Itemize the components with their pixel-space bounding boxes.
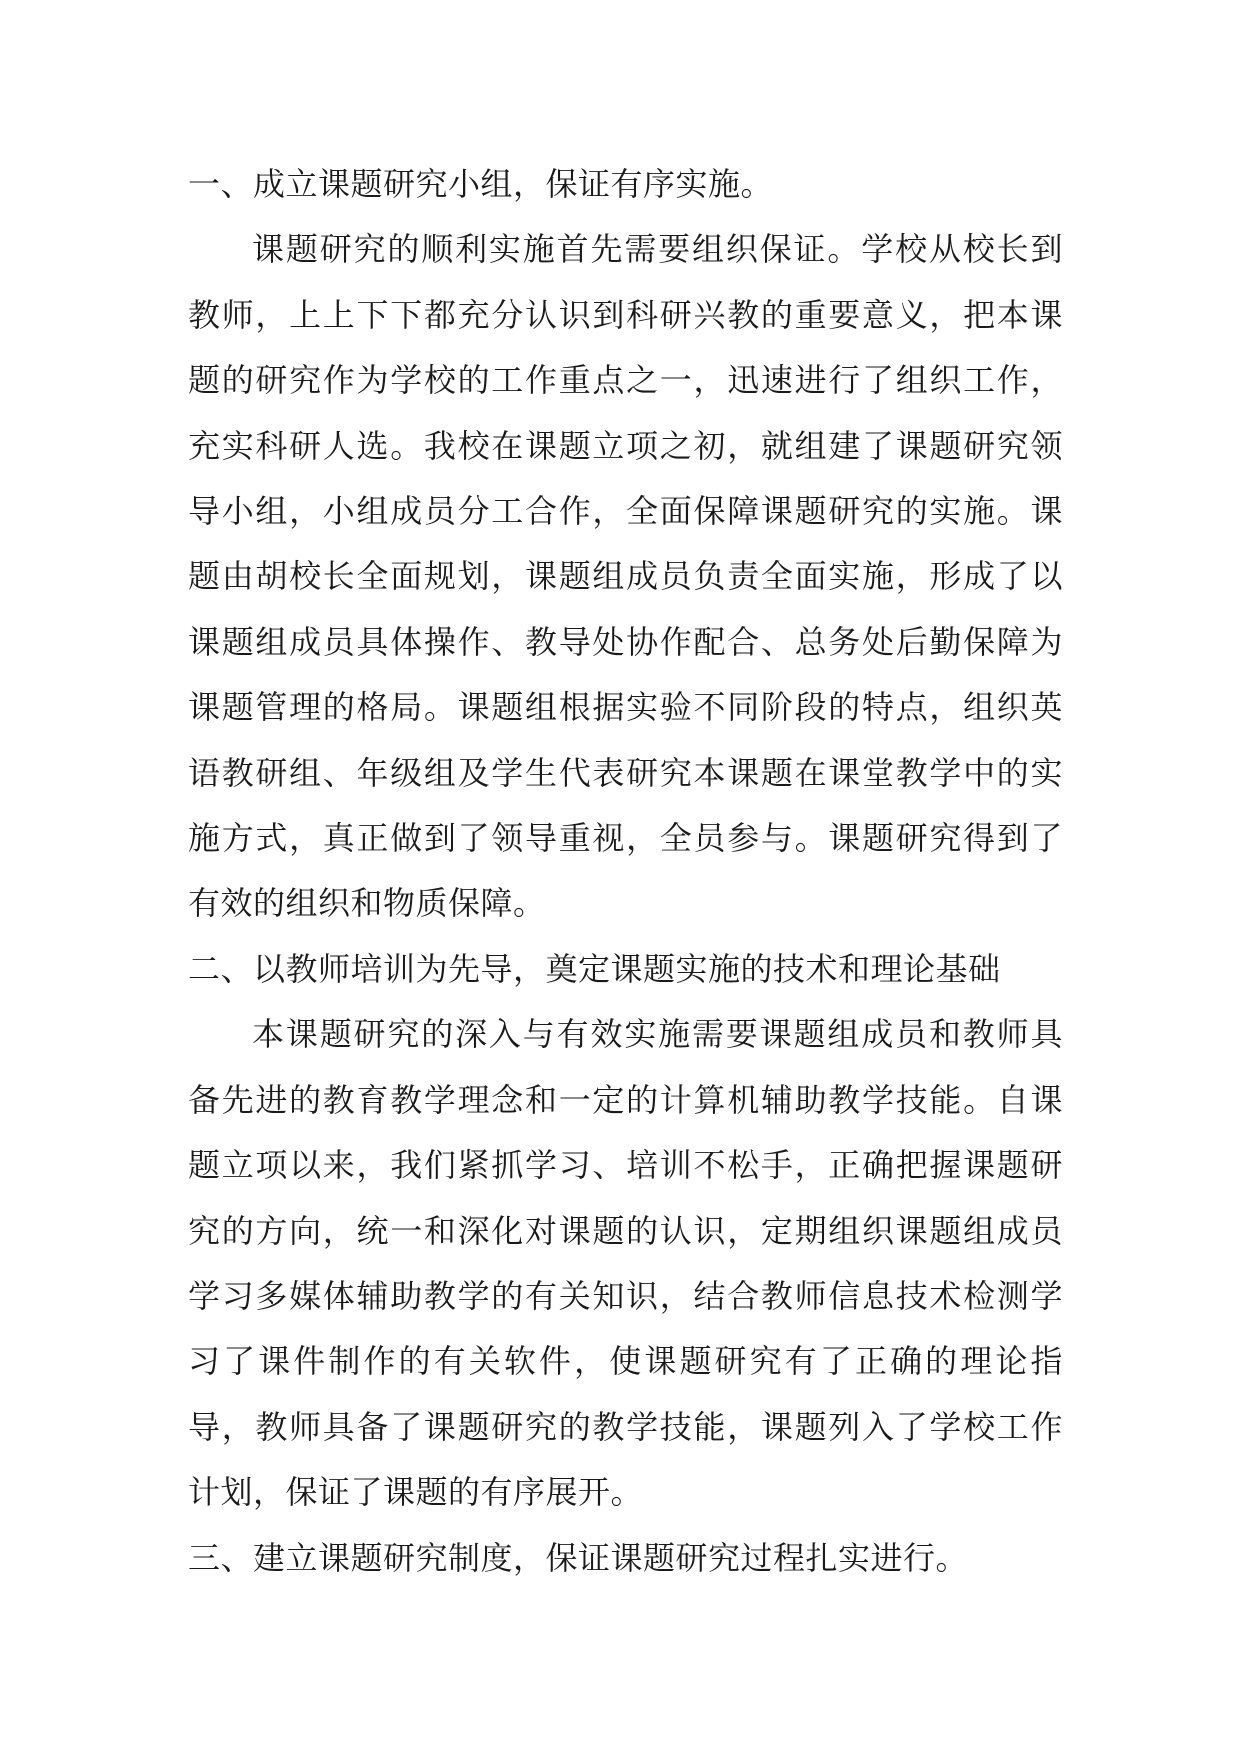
section-1-heading: 一、成立课题研究小组，保证有序实施。 [188,165,774,203]
section-1-paragraph: 课题研究的顺利实施首先需要组织保证。学校从校长到教师，上上下下都充分认识到科研兴教的重要意义，把本课题的研究作为学校的工作重点之一，迅速进行了组织工作，充实科研人选。我校在课题立项之初，就组建了课题研究领导小组，小组成员分工合作，全面保障课题研究的实施。课题由胡校长全面规划，课题组成员负责全面实施，形成了以课题组成员具体操作、教导处协作配合、总务处后勤保障为课题管理的格局。课题组根据实验不同阶段的特点，组织英语教研组、年级组及学生代表研究本课题在课堂教学中的实施方式，真正做到了领导重视，全员参与。课题研究得到了有效的组织和物质保障。 [188,230,1063,923]
section-2-heading: 二、以教师培训为先导，奠定课题实施的技术和理论基础 [188,949,1001,988]
document-page [188,152,1063,1591]
section-2-paragraph: 本课题研究的深入与有效实施需要课题组成员和教师具备先进的教育教学理念和一定的计算机辅助教学技能。自课题立项以来，我们紧抓学习、培训不松手，正确把握课题研究的方向，统一和深化对课题的认识，定期组织课题组成员学习多媒体辅助教学的有关知识，结合教师信息技术检测学习了课件制作的有关软件，使课题研究有了正确的理论指导，教师具备了课题研究的教学技能，课题列入了学校工作计划，保证了课题的有序展开。 [188,1015,1063,1512]
section-3-heading: 三、建立课题研究制度，保证课题研究过程扎实进行。 [188,1538,969,1577]
